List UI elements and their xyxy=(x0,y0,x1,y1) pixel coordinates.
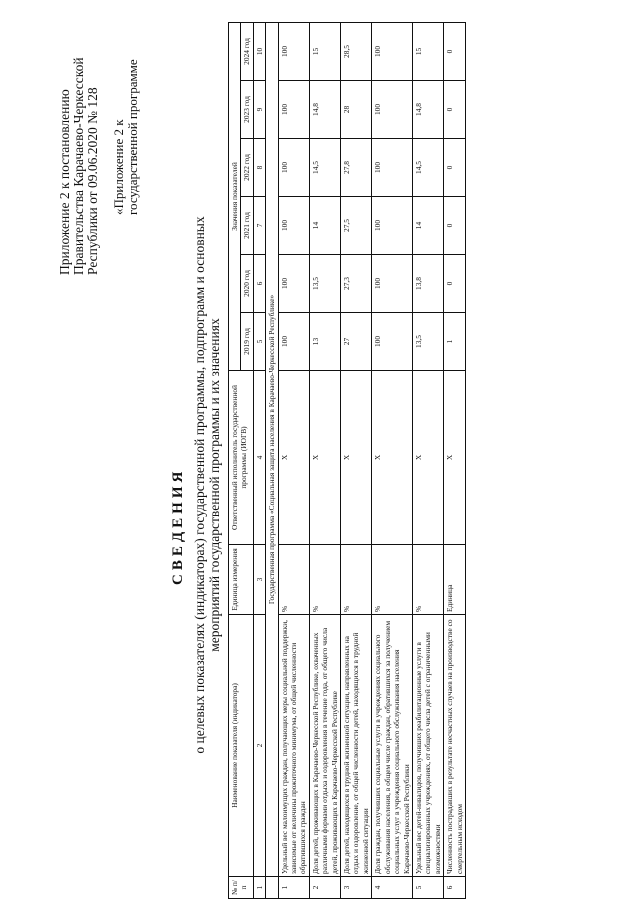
column-number: 6 xyxy=(253,255,265,313)
row-number: 1 xyxy=(278,877,309,899)
column-number: 1 xyxy=(253,877,265,899)
subtitle-line: о целевых показателях (индикаторах) государственной программы, подпрограмм и основных xyxy=(192,216,207,754)
indicator-name: Численность пострадавших в результате несчастных случаев на производстве со смертельным исходом xyxy=(444,615,466,877)
value-cell: 14 xyxy=(309,197,340,255)
value-cell: 13 xyxy=(309,313,340,371)
row-number: 5 xyxy=(412,877,443,899)
value-cell: 27,8 xyxy=(341,139,372,197)
unit-cell: Единица xyxy=(444,545,466,615)
header-values: Значения показателей xyxy=(229,22,241,370)
document-title: СВЕДЕНИЯ xyxy=(170,467,186,585)
year-header: 2023 год xyxy=(241,81,253,139)
value-cell: 100 xyxy=(278,255,309,313)
value-cell: 100 xyxy=(372,22,413,80)
value-cell: 100 xyxy=(372,139,413,197)
value-cell: 27,5 xyxy=(341,197,372,255)
value-cell: 14,5 xyxy=(309,139,340,197)
header-num: № п/п xyxy=(229,877,254,899)
value-cell: 100 xyxy=(372,197,413,255)
column-number: 2 xyxy=(253,615,265,877)
value-cell: 1 xyxy=(444,313,466,371)
value-cell: 0 xyxy=(444,139,466,197)
column-number: 4 xyxy=(253,371,265,545)
indicator-name: Удельный вес малоимущих граждан, получающих меры социальной поддержки, зависимые от величины прожиточного минимума, от общей численности обратившихся граждан xyxy=(278,615,309,877)
unit-cell: % xyxy=(278,545,309,615)
value-cell: 27,3 xyxy=(341,255,372,313)
column-number: 5 xyxy=(253,313,265,371)
value-cell: 100 xyxy=(278,81,309,139)
value-cell: 100 xyxy=(372,81,413,139)
indicator-rows xyxy=(278,22,465,898)
value-cell: 100 xyxy=(278,139,309,197)
value-cell: 100 xyxy=(278,197,309,255)
value-cell: 28,5 xyxy=(341,22,372,80)
section-title: Государственная программа «Социальная защита населения в Карачаево-Черкесской Республике» xyxy=(266,22,278,876)
unit-cell: % xyxy=(372,545,413,615)
value-cell: 14 xyxy=(412,197,443,255)
value-cell: 14,8 xyxy=(412,81,443,139)
column-number: 10 xyxy=(253,22,265,80)
unit-cell: % xyxy=(341,545,372,615)
value-cell: 15 xyxy=(309,22,340,80)
table-row xyxy=(412,22,443,898)
indicator-name: Удельный вес детей-инвалидов, получивших реабилитационные услуги в специализированных учреждениях, от общего числа детей с ограниченными возможностями xyxy=(412,615,443,877)
year-header: 2021 год xyxy=(241,197,253,255)
value-cell: 0 xyxy=(444,81,466,139)
table-header-row xyxy=(229,22,241,898)
value-cell: 100 xyxy=(278,313,309,371)
resolution-header xyxy=(58,57,100,275)
year-header: 2022 год xyxy=(241,139,253,197)
value-cell: 28 xyxy=(341,81,372,139)
subtitle-line: мероприятий государственной программы и их значениях xyxy=(207,318,222,652)
value-cell: 13,5 xyxy=(309,255,340,313)
value-cell: 14,8 xyxy=(309,81,340,139)
year-header: 2019 год xyxy=(241,313,253,371)
year-header: 2020 год xyxy=(241,255,253,313)
value-cell: 13,8 xyxy=(412,255,443,313)
program-appendix-header xyxy=(112,59,140,215)
column-number: 3 xyxy=(253,545,265,615)
header-indicator-name: Наименование показателя (индикатора) xyxy=(229,615,254,877)
value-cell: 0 xyxy=(444,197,466,255)
value-cell: 0 xyxy=(444,22,466,80)
executor-cell: Х xyxy=(278,371,309,545)
header-unit: Единица измерения xyxy=(229,545,254,615)
value-cell: 15 xyxy=(412,22,443,80)
year-header: 2024 год xyxy=(241,22,253,80)
value-cell: 100 xyxy=(372,313,413,371)
table-row xyxy=(278,22,309,898)
indicator-name: Доля детей, проживающих в Карачаево-Черкесской Республике, охваченных различными формами отдыха и оздоровления в течение года, от общего числа детей, проживающих в Карачаево-Черкесской Республике xyxy=(309,615,340,877)
value-cell: 0 xyxy=(444,255,466,313)
executor-cell: Х xyxy=(341,371,372,545)
program-appendix-line: государственной программе xyxy=(125,59,140,215)
unit-cell: % xyxy=(309,545,340,615)
table-row xyxy=(341,22,372,898)
column-number: 9 xyxy=(253,81,265,139)
table-row xyxy=(372,22,413,898)
header-executor: Ответственный исполнитель государственной программы (ИОГВ) xyxy=(229,371,254,545)
column-number: 8 xyxy=(253,139,265,197)
executor-cell: Х xyxy=(412,371,443,545)
column-number: 7 xyxy=(253,197,265,255)
row-number: 3 xyxy=(341,877,372,899)
resolution-line: Правительства Карачаево-Черкесской xyxy=(71,57,86,275)
value-cell: 13,5 xyxy=(412,313,443,371)
unit-cell: % xyxy=(412,545,443,615)
value-cell: 14,5 xyxy=(412,139,443,197)
section-row xyxy=(266,22,278,898)
resolution-line: Приложение 2 к постановлению xyxy=(57,89,72,275)
table-row xyxy=(309,22,340,898)
document-subtitle xyxy=(192,105,222,865)
indicator-name: Доля граждан, получивших социальные услуги в учреждениях социального обслуживания населения, в общем числе граждан, обратившихся за получением социальных услуг в учреждения социального обслуживания населения Карачаево-Черкесской Республики xyxy=(372,615,413,877)
value-cell: 100 xyxy=(372,255,413,313)
value-cell: 27 xyxy=(341,313,372,371)
indicator-name: Доля детей, находящихся в трудной жизненной ситуации, направленных на отдых и оздоровление, от общей численности детей, находящихся в трудной жизненной ситуации xyxy=(341,615,372,877)
executor-cell: Х xyxy=(444,371,466,545)
row-number: 4 xyxy=(372,877,413,899)
executor-cell: Х xyxy=(372,371,413,545)
row-number: 6 xyxy=(444,877,466,899)
program-appendix-line: «Приложение 2 к xyxy=(111,119,126,215)
indicators-table xyxy=(228,22,466,899)
row-number: 2 xyxy=(309,877,340,899)
value-cell: 100 xyxy=(278,22,309,80)
column-number-row xyxy=(253,22,265,898)
table-row xyxy=(444,22,466,898)
resolution-line: Республики от 09.06.2020 № 128 xyxy=(85,87,100,275)
section-num-cell xyxy=(266,877,278,899)
executor-cell: Х xyxy=(309,371,340,545)
